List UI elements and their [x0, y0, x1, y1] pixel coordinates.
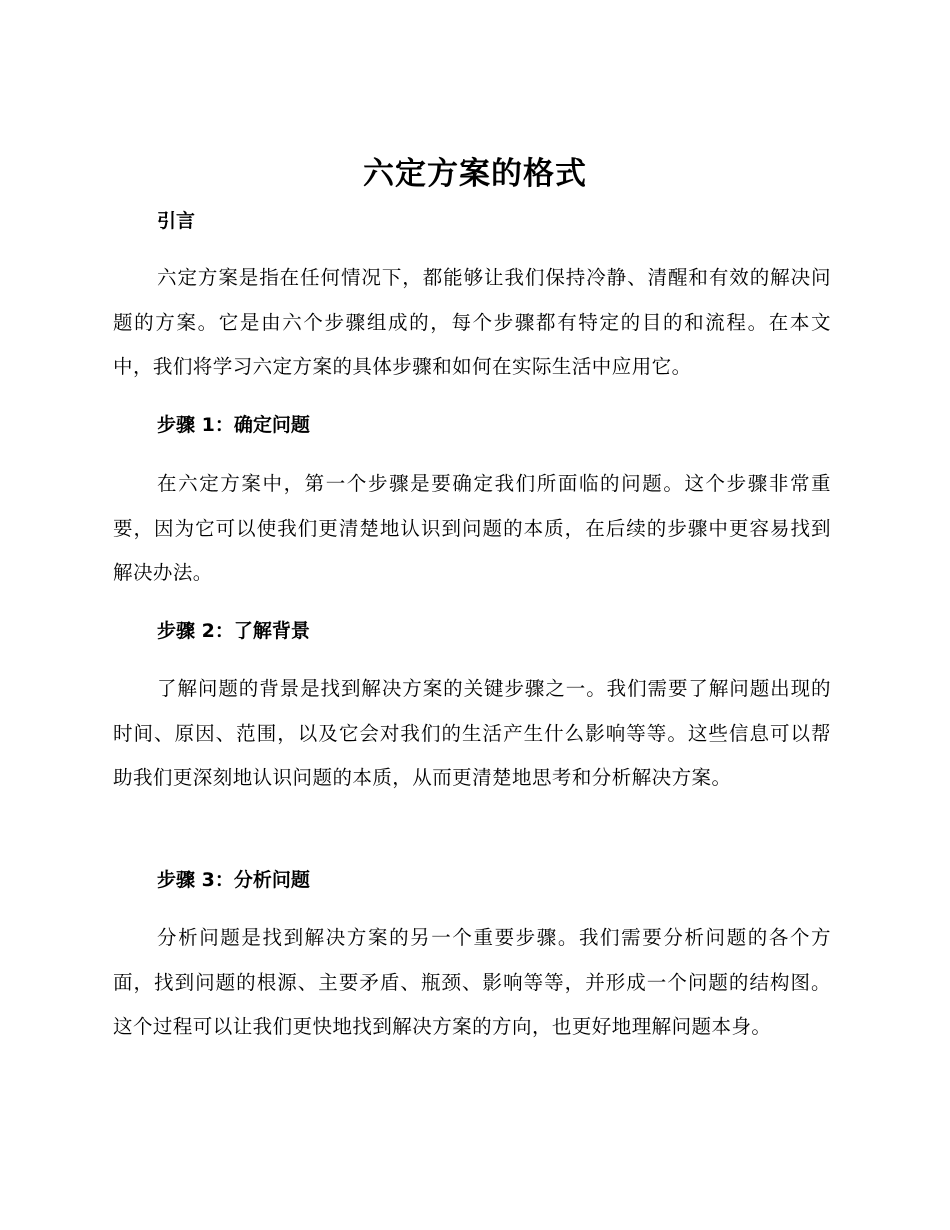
section-body-step-3: 分析问题是找到解决方案的另一个重要步骤。我们需要分析问题的各个方面，找到问题的根源、主要矛盾、瓶颈、影响等等，并形成一个问题的结构图。这个过程可以让我们更快地找到解决方案的方向，也更好地理解问题本身。: [113, 926, 831, 1038]
section-body-step-1: 在六定方案中，第一个步骤是要确定我们所面临的问题。这个步骤非常重要，因为它可以使我们更清楚地认识到问题的本质，在后续的步骤中更容易找到解决办法。: [113, 472, 831, 584]
section-heading-step-1: 步骤 1：确定问题: [157, 414, 310, 436]
section-body-intro: 六定方案是指在任何情况下，都能够让我们保持冷静、清醒和有效的解决问题的方案。它是由六个步骤组成的，每个步骤都有特定的目的和流程。在本文中，我们将学习六定方案的具体步骤和如何在实际生活中应用它。: [113, 266, 831, 378]
section-body-step-2: 了解问题的背景是找到解决方案的关键步骤之一。我们需要了解问题出现的时间、原因、范围，以及它会对我们的生活产生什么影响等等。这些信息可以帮助我们更深刻地认识问题的本质，从而更清楚地思考和分析解决方案。: [113, 677, 831, 789]
section-heading-step-3: 步骤 3：分析问题: [157, 869, 310, 891]
section-heading-step-2: 步骤 2：了解背景: [157, 620, 310, 642]
section-heading-intro: 引言: [157, 210, 196, 232]
document-title: 六定方案的格式: [363, 156, 587, 192]
